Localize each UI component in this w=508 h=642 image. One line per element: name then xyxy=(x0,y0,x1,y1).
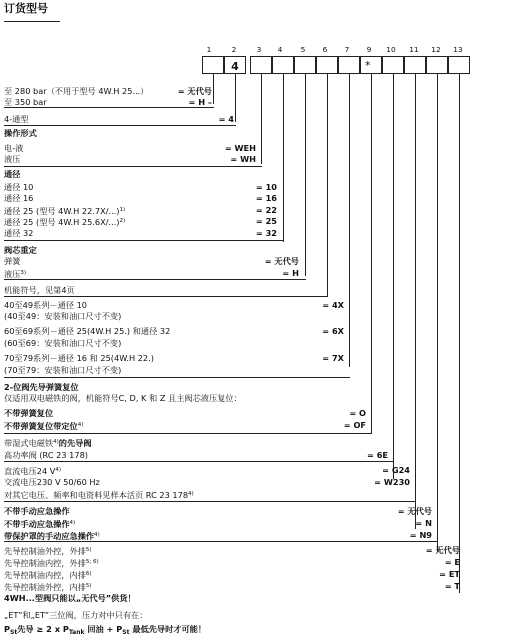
leader-line xyxy=(283,74,284,242)
way-label: 4-通型 xyxy=(4,114,29,124)
series-label: 70至79系列－通径 16 和 25(4W.H 22.) xyxy=(4,353,154,363)
size-label: 通径 10 xyxy=(4,182,34,192)
voltage-ac-code: = W230 xyxy=(374,477,410,487)
separator xyxy=(4,125,236,126)
pilot-oil-code: = T xyxy=(444,581,460,591)
voltage-dc-label: 直流电压24 $V^{4)}$ xyxy=(4,466,62,476)
reset-spring-code: = 无代号 xyxy=(264,256,299,266)
spring-reset-desc: 仅适用双电磁铁的阀，机能符号C, D, K 和 Z 且主阀芯液压复位： xyxy=(4,393,242,403)
pilot-oil-footer: 4WH...型阀只能以„无代号”供货！ xyxy=(4,593,136,603)
reset-hyd-code: = H xyxy=(282,268,299,278)
pressure-280-label: 至 280 bar（不用于型号 4W.H 25...） xyxy=(4,86,149,96)
pilot-oil-code: = 无代号 xyxy=(425,545,460,555)
manual-n9-code: = N9 xyxy=(409,530,432,540)
series-sub: (40至49：安装和油口尺寸不变) xyxy=(4,311,122,321)
separator xyxy=(4,296,328,297)
code-box xyxy=(426,56,448,74)
manual-n9-label: 带保护罩的手动应急操作$^{4)}$ xyxy=(4,531,100,541)
separator xyxy=(4,279,306,280)
way-code: = 4 xyxy=(218,114,234,124)
slash-mark: * xyxy=(365,59,371,72)
leader-line xyxy=(213,74,214,104)
code-box xyxy=(382,56,404,74)
position-number: 11 xyxy=(409,45,419,54)
leader-line xyxy=(415,74,416,529)
series-code: = 6X xyxy=(322,326,344,336)
spring-reset-of-code: = OF xyxy=(343,420,366,430)
size-heading: 通径 xyxy=(4,169,21,179)
spring-reset-o-label: 不带弹簧复位 xyxy=(4,408,54,418)
manual-n-code: = N xyxy=(415,518,432,528)
manual-none-label: 不带手动应急操作 xyxy=(4,506,70,516)
reset-heading: 阀芯重定 xyxy=(4,245,37,255)
pilot-valve-label: 高功率阀 (RC 23 178) xyxy=(4,450,88,460)
position-number: 1 xyxy=(206,45,212,54)
page-title: 订货型号 xyxy=(4,2,48,15)
separator xyxy=(4,461,394,462)
pilot-oil-label: 先导控制油内控，内排$^{6)}$ xyxy=(4,570,92,580)
fixed-code: 4 xyxy=(231,60,239,73)
separator xyxy=(4,433,372,434)
position-number: 9 xyxy=(366,45,372,54)
pilot-valve-heading: 带湿式电磁铁$^{4)}$的先导阀 xyxy=(4,438,92,448)
code-box xyxy=(250,56,272,74)
actuation-eh-label: 电-液 xyxy=(4,143,24,153)
pressure-280-code: = 无代号 xyxy=(177,86,212,96)
title-underline xyxy=(4,21,60,22)
size-label: 通径 32 xyxy=(4,228,34,238)
separator xyxy=(4,166,262,167)
voltage-other-label: 对其它电压、频率和电资料见样本活页 RC 23 178$^{4)}$ xyxy=(4,490,194,500)
pilot-oil-code: = ET xyxy=(439,569,460,579)
separator xyxy=(4,541,438,542)
size-label: 通径 25 (型号 4W.H 25.6X/...)$^{2)}$ xyxy=(4,217,126,227)
bottom-note-1: „ET”和„ET”三位阀，压力对中只有在： xyxy=(4,610,148,620)
code-box xyxy=(316,56,338,74)
code-box xyxy=(404,56,426,74)
size-label: 通径 25 (型号 4W.H 22.7X/...)$^{1)}$ xyxy=(4,206,126,216)
reset-spring-label: 弹簧 xyxy=(4,256,21,266)
series-sub: (70至79：安装和油口尺寸不变) xyxy=(4,365,122,375)
separator xyxy=(4,107,214,108)
position-number: 5 xyxy=(300,45,306,54)
series-label: 60至69系列－通径 25(4W.H 25.) 和通径 32 xyxy=(4,326,171,336)
leader-line xyxy=(349,74,350,367)
spring-reset-of-label: 不带弹簧复位带定位$^{4)}$ xyxy=(4,421,84,431)
actuation-h-label: 液压 xyxy=(4,154,21,164)
size-code: = 16 xyxy=(255,193,277,203)
voltage-dc-code: = G24 xyxy=(382,465,410,475)
position-number: 13 xyxy=(453,45,463,54)
leader-line xyxy=(261,74,262,164)
leader-line xyxy=(371,74,372,434)
separator xyxy=(4,240,284,241)
bottom-note-2: $P_{St}$先导 ≥ 2 x $P_{Tank}$ 回油 + $P_{St}$ 最低先导时才可能！ xyxy=(4,624,207,636)
code-box xyxy=(294,56,316,74)
position-number: 7 xyxy=(344,45,350,54)
series-sub: (60至69：安装和油口尺寸不变) xyxy=(4,338,122,348)
pilot-oil-label: 先导控制油外控，内排$^{5)}$ xyxy=(4,582,92,592)
manual-n-label: 不带手动应急操作$^{4)}$ xyxy=(4,519,76,529)
pressure-350-code: = H – xyxy=(188,97,212,107)
position-number: 10 xyxy=(386,45,396,54)
size-label: 通径 16 xyxy=(4,193,34,203)
code-box xyxy=(448,56,470,74)
pilot-oil-code: = E xyxy=(444,557,460,567)
position-number: 6 xyxy=(322,45,328,54)
position-number: 4 xyxy=(277,45,283,54)
pilot-oil-label: 先导控制油内控，外排$^{5; 6)}$ xyxy=(4,558,99,568)
actuation-heading: 操作形式 xyxy=(4,128,37,138)
code-box xyxy=(202,56,224,74)
spring-reset-heading: 2-位阀先导弹簧复位 xyxy=(4,382,79,392)
size-code: = 10 xyxy=(255,182,277,192)
code-box-fixed xyxy=(224,56,246,74)
size-code: = 32 xyxy=(255,228,277,238)
manual-none-code: = 无代号 xyxy=(397,506,432,516)
position-number: 3 xyxy=(256,45,262,54)
pilot-valve-code: = 6E xyxy=(366,450,388,460)
pilot-oil-label: 先导控制油外控，外排$^{5)}$ xyxy=(4,546,92,556)
voltage-ac-label: 交流电压230 V 50/60 Hz xyxy=(4,477,100,487)
separator xyxy=(4,501,416,502)
leader-line xyxy=(459,74,460,593)
separator xyxy=(4,377,350,378)
pressure-350-label: 至 350 bar xyxy=(4,97,47,107)
actuation-h-code: = WH xyxy=(230,154,256,164)
leader-line xyxy=(305,74,306,276)
reset-hyd-label: 液压$^{3)}$ xyxy=(4,269,27,279)
code-box xyxy=(360,56,382,74)
leader-line xyxy=(327,74,328,297)
actuation-eh-code: = WEH xyxy=(224,143,256,153)
spring-reset-o-code: = O xyxy=(349,408,366,418)
leader-line xyxy=(437,74,438,552)
code-box xyxy=(338,56,360,74)
series-code: = 4X xyxy=(322,300,344,310)
leader-line xyxy=(393,74,394,479)
symbol-label: 机能符号，见第4页 xyxy=(4,285,75,295)
series-code: = 7X xyxy=(322,353,344,363)
position-number: 12 xyxy=(431,45,441,54)
size-code: = 25 xyxy=(255,216,277,226)
code-box xyxy=(272,56,294,74)
leader-line xyxy=(235,74,236,122)
series-label: 40至49系列－通径 10 xyxy=(4,300,87,310)
position-number: 2 xyxy=(231,45,237,54)
size-code: = 22 xyxy=(255,205,277,215)
